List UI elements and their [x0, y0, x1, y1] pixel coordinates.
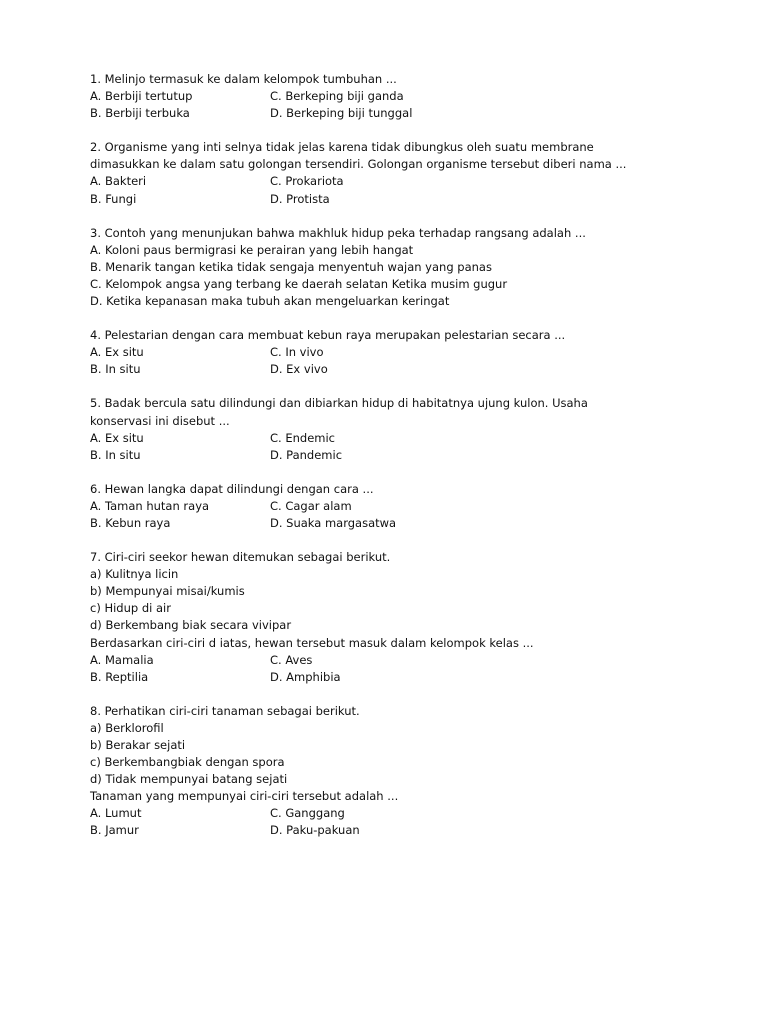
- question-prompt: Berdasarkan ciri-ciri d iatas, hewan tersebut masuk dalam kelompok kelas ...: [90, 635, 534, 650]
- option-row: [90, 805, 690, 822]
- question-text: 2. Organisme yang inti selnya tidak jelas karena tidak dibungkus oleh suatu membrane: [90, 140, 594, 155]
- option-row: [90, 822, 690, 839]
- question-text: dimasukkan ke dalam satu golongan tersendiri. Golongan organisme tersebut diberi nama ...: [90, 157, 627, 172]
- option-row: [90, 344, 690, 361]
- question-5: [90, 395, 690, 463]
- option-row: [90, 173, 690, 190]
- option-a: A. Ex situ: [90, 430, 144, 445]
- option-d: D. Suaka margasatwa: [270, 515, 397, 530]
- question-4: [90, 327, 690, 378]
- option-row: [90, 88, 690, 105]
- option-row: [90, 669, 690, 686]
- question-text: 1. Melinjo termasuk ke dalam kelompok tumbuhan ...: [90, 72, 397, 86]
- characteristic-item: a) Berklorofil: [90, 720, 164, 735]
- question-text: 5. Badak bercula satu dilindungi dan dibiarkan hidup di habitatnya ujung kulon. Usaha: [90, 396, 588, 411]
- option-c: C. In vivo: [270, 345, 324, 360]
- question-text: 4. Pelestarian dengan cara membuat kebun raya merupakan pelestarian secara ...: [90, 328, 566, 343]
- option-d: D. Ketika kepanasan maka tubuh akan mengeluarkan keringat: [90, 294, 450, 309]
- question-text: konservasi ini disebut ...: [90, 413, 230, 428]
- characteristic-item: c) Berkembangbiak dengan spora: [90, 755, 285, 770]
- option-a: A. Bakteri: [90, 174, 147, 189]
- question-prompt: Tanaman yang mempunyai ciri-ciri tersebut adalah ...: [90, 789, 399, 804]
- characteristic-item: a) Kulitnya licin: [90, 567, 179, 582]
- option-row: [90, 105, 690, 122]
- characteristic-item: b) Berakar sejati: [90, 738, 186, 752]
- question-text: 7. Ciri-ciri seekor hewan ditemukan sebagai berikut.: [90, 550, 391, 565]
- option-c: C. Kelompok angsa yang terbang ke daerah selatan Ketika musim gugur: [90, 276, 508, 291]
- question-3: [90, 225, 690, 310]
- option-row: [90, 447, 690, 464]
- option-a: A. Taman hutan raya: [90, 498, 210, 513]
- option-b: B. Kebun raya: [90, 515, 171, 530]
- option-d: D. Protista: [270, 191, 330, 206]
- question-7: [90, 549, 690, 686]
- option-d: D. Amphibia: [270, 669, 341, 684]
- option-b: B. Reptilia: [90, 669, 149, 684]
- option-d: D. Berkeping biji tunggal: [270, 106, 413, 121]
- option-b: B. Jamur: [90, 823, 139, 838]
- option-d: D. Ex vivo: [270, 362, 328, 377]
- option-row: [90, 498, 690, 515]
- question-2: [90, 139, 690, 207]
- option-b: B. In situ: [90, 447, 141, 462]
- option-a: A. Ex situ: [90, 345, 144, 360]
- option-c: C. Ganggang: [270, 806, 345, 821]
- option-c: C. Prokariota: [270, 174, 344, 189]
- question-8: [90, 703, 690, 840]
- option-c: C. Endemic: [270, 430, 335, 445]
- option-a: A. Koloni paus bermigrasi ke perairan yang lebih hangat: [90, 242, 414, 257]
- question-6: [90, 481, 690, 532]
- option-d: D. Pandemic: [270, 447, 343, 462]
- option-a: A. Berbiji tertutup: [90, 89, 193, 104]
- question-text: 3. Contoh yang menunjukan bahwa makhluk hidup peka terhadap rangsang adalah ...: [90, 225, 586, 240]
- question-text: 6. Hewan langka dapat dilindungi dengan cara ...: [90, 481, 374, 496]
- option-row: [90, 430, 690, 447]
- question-text: 8. Perhatikan ciri-ciri tanaman sebagai berikut.: [90, 703, 360, 718]
- question-1: [90, 71, 690, 122]
- option-c: C. Berkeping biji ganda: [270, 89, 404, 104]
- option-b: B. Berbiji terbuka: [90, 106, 190, 121]
- option-b: B. In situ: [90, 362, 141, 377]
- option-c: C. Cagar alam: [270, 498, 352, 513]
- characteristic-item: c) Hidup di air: [90, 601, 171, 616]
- option-row: [90, 515, 690, 532]
- characteristic-item: d) Berkembang biak secara vivipar: [90, 618, 292, 633]
- option-a: A. Lumut: [90, 806, 142, 821]
- characteristic-item: d) Tidak mempunyai batang sejati: [90, 772, 288, 787]
- document-page: [90, 71, 690, 857]
- option-d: D. Paku-pakuan: [270, 823, 360, 838]
- option-row: [90, 652, 690, 669]
- option-row: [90, 361, 690, 378]
- characteristic-item: b) Mempunyai misai/kumis: [90, 584, 245, 599]
- option-c: C. Aves: [270, 652, 313, 667]
- option-b: B. Menarik tangan ketika tidak sengaja menyentuh wajan yang panas: [90, 259, 492, 274]
- option-a: A. Mamalia: [90, 652, 154, 667]
- option-row: [90, 191, 690, 208]
- option-b: B. Fungi: [90, 191, 137, 206]
